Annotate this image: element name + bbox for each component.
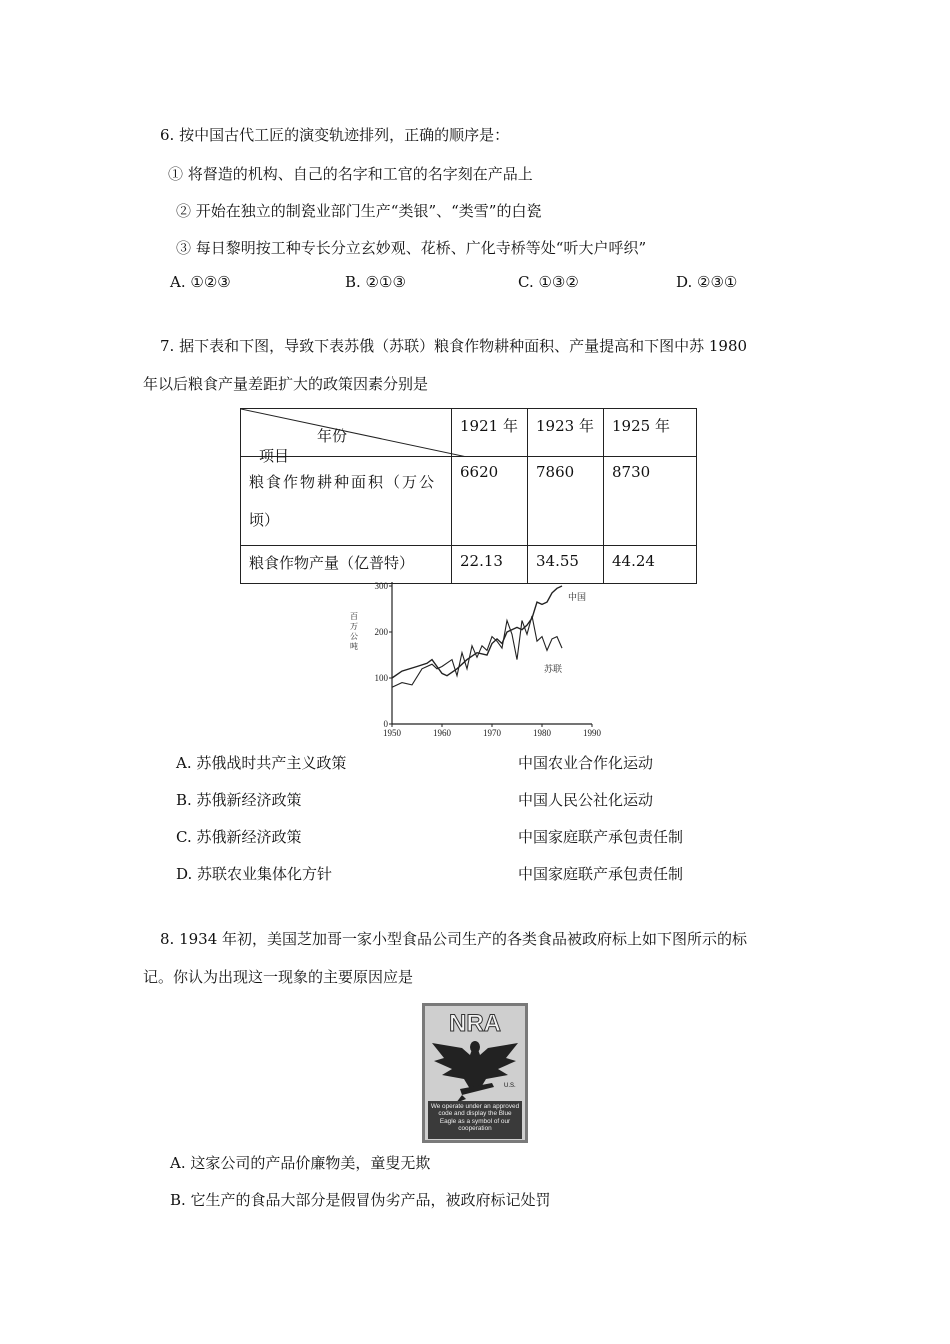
- table-corner-cell: [241, 409, 452, 465]
- nra-blue-eagle-logo: [422, 1003, 528, 1143]
- q7-option-d-left: D. 苏联农业集体化方针: [176, 865, 333, 883]
- x-tick-label: 1990: [583, 728, 601, 738]
- q7-option-b-left: B. 苏俄新经济政策: [176, 791, 302, 809]
- svg-text:U.S.: U.S.: [504, 1083, 516, 1089]
- q7-option-a-left: A. 苏俄战时共产主义政策: [176, 754, 347, 772]
- q7-option-b-right: 中国人民公社化运动: [518, 791, 654, 809]
- q8-option-b: B. 它生产的食品大部分是假冒伪劣产品，被政府标记处罚: [170, 1191, 551, 1209]
- q7-option-a-right: 中国农业合作化运动: [518, 754, 654, 772]
- series-line-china: [392, 586, 562, 678]
- x-tick-label: 1980: [533, 728, 551, 738]
- table-cell: 7860: [528, 457, 604, 546]
- q6-option-b: B. ②①③: [345, 273, 406, 291]
- q6-item-2: ② 开始在独立的制瓷业部门生产“类银”、“类雪”的白瓷: [176, 202, 542, 220]
- q6-item-1: ① 将督造的机构、自己的名字和工官的名字刻在产品上: [168, 165, 533, 183]
- q7-option-c-left: C. 苏俄新经济政策: [176, 828, 302, 846]
- series-label: 中国: [568, 593, 587, 603]
- svg-text:NRA: NRA: [449, 1010, 501, 1037]
- table-cell: 8730: [604, 457, 697, 546]
- corner-item-label: 项目: [259, 447, 290, 465]
- y-axis-label: 百万公吨: [349, 612, 359, 650]
- q7-stem-line2: 年以后粮食产量差距扩大的政策因素分别是: [143, 375, 429, 393]
- y-tick-label: 0: [383, 719, 388, 729]
- q8-stem-line2: 记。你认为出现这一现象的主要原因应是: [143, 968, 414, 986]
- q6-option-d: D. ②③①: [676, 273, 738, 291]
- q8-option-a: A. 这家公司的产品价廉物美，童叟无欺: [170, 1154, 431, 1172]
- year-header: 1921 年: [452, 409, 528, 457]
- y-tick-label: 100: [374, 673, 388, 683]
- q6-item-3: ③ 每日黎明按工种专长分立玄妙观、花桥、广化寺桥等处“听大户呼织”: [176, 239, 647, 257]
- table-cell: 44.24: [604, 546, 697, 584]
- year-header: 1923 年: [528, 409, 604, 457]
- q7-stem-line1: 7. 据下表和下图，导致下表苏俄（苏联）粮食作物耕种面积、产量提高和下图中苏 1980: [160, 337, 748, 355]
- q6-option-c: C. ①③②: [518, 273, 579, 291]
- corner-year-label: 年份: [317, 427, 348, 445]
- table-cell: 6620: [452, 457, 528, 546]
- y-tick-label: 200: [374, 627, 388, 637]
- q7-option-d-right: 中国家庭联产承包责任制: [518, 865, 684, 883]
- y-tick-label: 300: [374, 581, 388, 591]
- q8-stem-line1: 8. 1934 年初，美国芝加哥一家小型食品公司生产的各类食品被政府标上如下图所示的标: [160, 930, 748, 948]
- series-label: 苏联: [544, 665, 563, 676]
- table-cell: 22.13: [452, 546, 528, 584]
- grain-output-chart: [346, 578, 602, 738]
- x-tick-label: 1950: [383, 728, 401, 738]
- series-line-ussr: [392, 616, 562, 687]
- q6-option-a: A. ①②③: [170, 273, 231, 291]
- row-label-output: 粮食作物产量（亿普特）: [241, 546, 452, 584]
- q6-stem: 6. 按中国古代工匠的演变轨迹排列，正确的顺序是：: [160, 126, 510, 144]
- table-cell: 34.55: [528, 546, 604, 584]
- row-label-area: 粮食作物耕种面积（万公 顷）: [241, 457, 452, 546]
- x-tick-label: 1970: [483, 728, 501, 738]
- logo-motto: We operate under an approved code and display the Blue Eagle as a symbol of our cooperation: [430, 1103, 520, 1133]
- q7-option-c-right: 中国家庭联产承包责任制: [518, 828, 684, 846]
- year-header: 1925 年: [604, 409, 697, 457]
- x-tick-label: 1960: [433, 728, 451, 738]
- grain-table: [240, 408, 697, 584]
